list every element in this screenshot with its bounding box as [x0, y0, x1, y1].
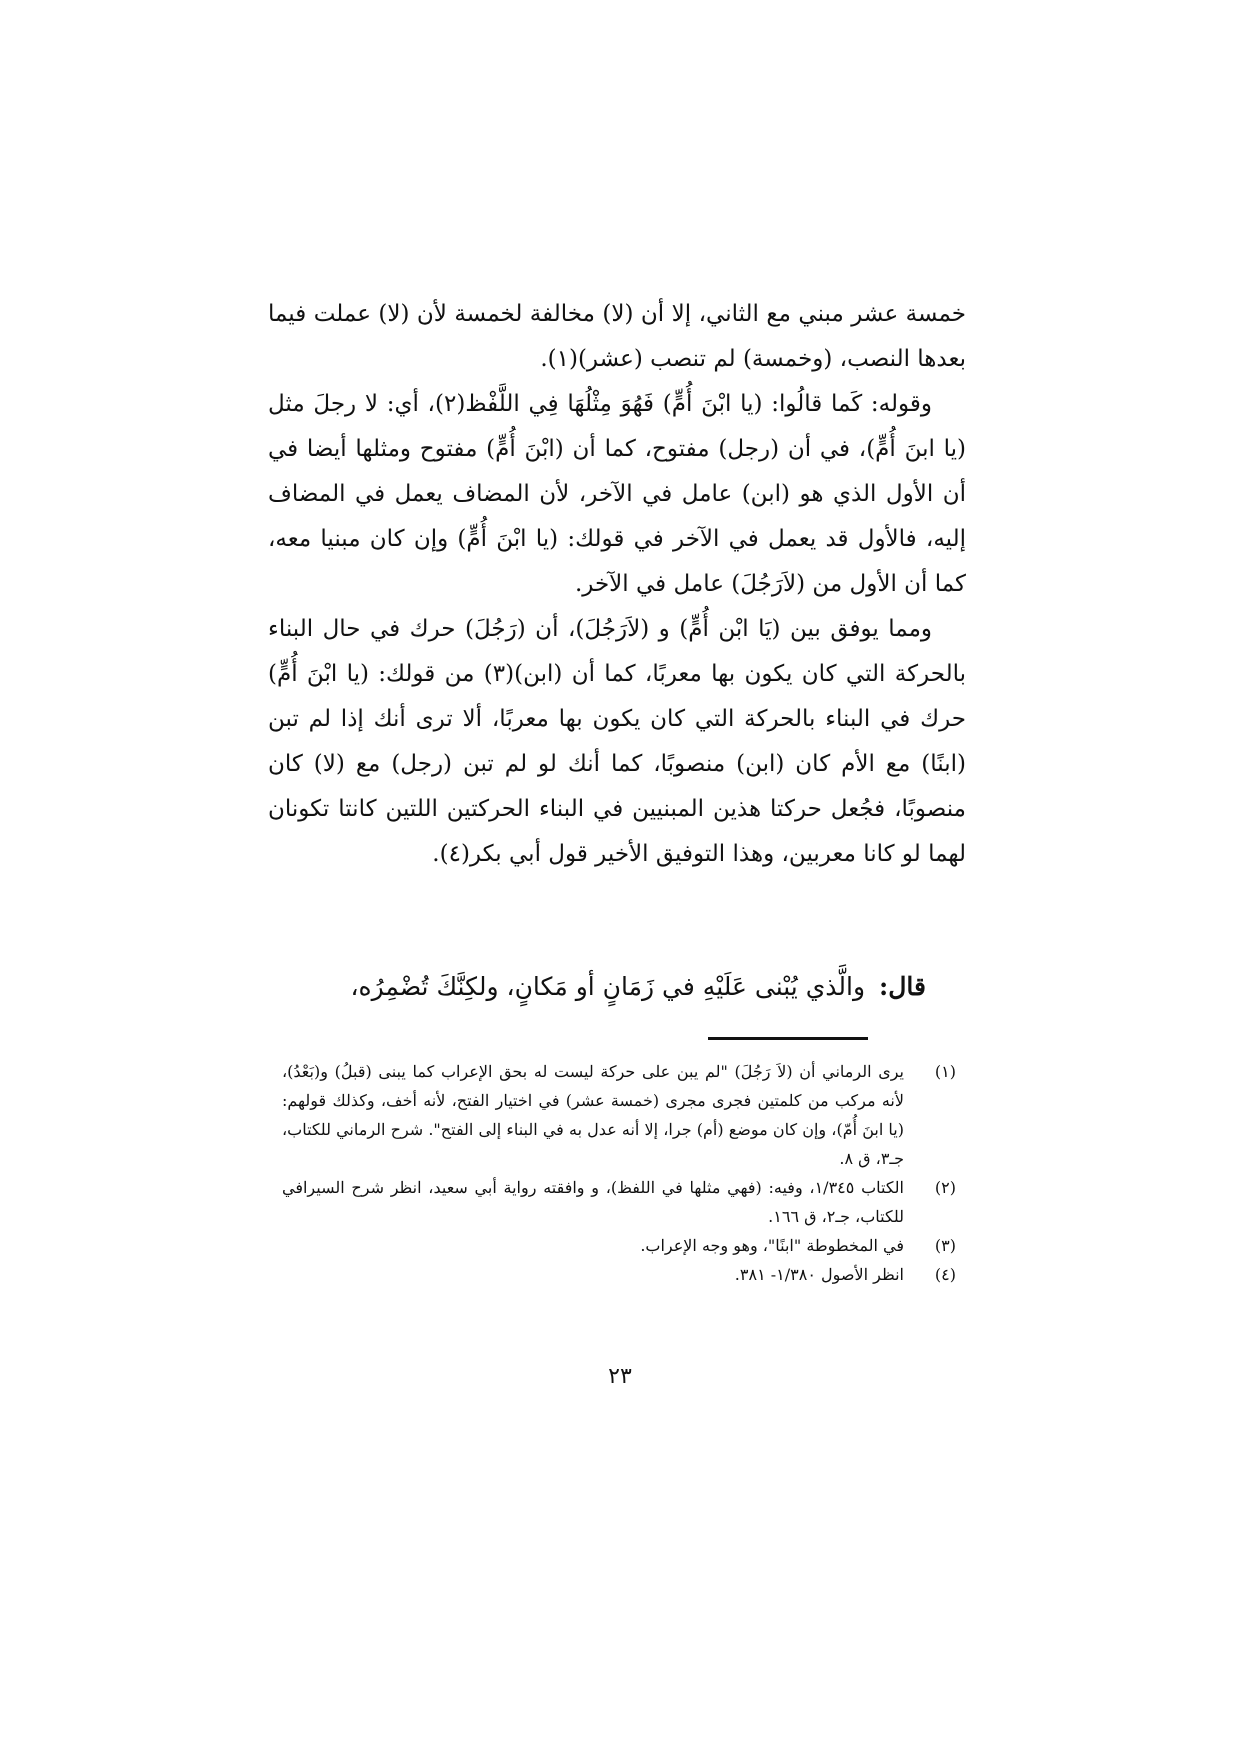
footnote-number: (١): [934, 1062, 956, 1081]
quoted-text: والَّذي يُبْنى عَلَيْهِ في زَمَانٍ أو مَكانٍ، ولكِنَّكَ تُضْمِرُه،: [350, 972, 866, 1001]
footnote-3: [282, 1231, 956, 1260]
footnote-text: في المخطوطة "ابنًا"، وهو وجه الإعراب.: [640, 1236, 904, 1255]
footnote-text: يرى الرماني أن (لاَ رَجُلَ) "لم يبن على حركة ليست له بحق الإعراب كما يبنى (قبلُ) و(بَعْدُ)، لأنه مركب من كلمتين فجرى مجرى (خمسة عشر) في اختيار الفتح، لأنه أخف، وكذلك قولهم: (يا ابنَ أُمّ)، وإن كان موضع (أم) جرا، إلا أنه عدل به في البناء إلى الفتح". شرح الرماني للكتاب، جـ٣، ق ٨.: [282, 1062, 904, 1168]
footnote-4: [282, 1260, 956, 1289]
qal-label: قال:: [879, 972, 926, 1001]
footnote-2: [282, 1173, 956, 1231]
footnote-separator: [708, 1037, 868, 1040]
paragraph-3: ومما يوفق بين (يَا ابْن أُمٍّ) و (لاَرَجُلَ)، أن (رَجُلَ) حرك في حال البناء بالحركة التي كان يكون بها معربًا، كما أن (ابن)(٣) من قولك: (يا ابْنَ أُمٍّ) حرك في البناء بالحركة التي كان يكون بها معربًا، ألا ترى أنك إذا لم تبن (ابنًا) مع الأم كان (ابن) منصوبًا، كما أنك لو لم تبن (رجل) مع (لا) كان منصوبًا، فجُعل حركتا هذين المبنيين في البناء الحركتين اللتين كانتا تكونان لهما لو كانا معربين، وهذا التوفيق الأخير قول أبي بكر(٤).: [268, 616, 966, 867]
paragraph-1: خمسة عشر مبني مع الثاني، إلا أن (لا) مخالفة لخمسة لأن (لا) عملت فيما بعدها النصب، (وخمسة) لم تنصب (عشر)(١).: [268, 301, 966, 372]
paragraph-2: وقوله: كَما قالُوا: (يا ابْنَ أُمٍّ) فَهُوَ مِثْلُهَا فِي اللَّفْظ(٢)، أي: لا رجلَ مثل (يا ابنَ أُمٍّ)، في أن (رجل) مفتوح، كما أن (ابْنَ أُمٍّ) مفتوح ومثلها أيضا في أن الأول الذي هو (ابن) عامل في الآخر، لأن المضاف يعمل في المضاف إليه، فالأول قد يعمل في الآخر في قولك: (يا ابْنَ أُمٍّ) وإن كان مبنيا معه، كما أن الأول من (لاَرَجُلَ) عامل في الآخر.: [268, 391, 966, 597]
footnotes: [282, 1057, 956, 1289]
footnote-number: (٣): [934, 1236, 956, 1255]
footnote-text: انظر الأصول ١/٣٨٠- ٣٨١.: [734, 1265, 904, 1284]
footnote-number: (٢): [934, 1178, 956, 1197]
page-number: ٢٣: [608, 1364, 632, 1389]
footnote-text: الكتاب ١/٣٤٥، وفيه: (فهي مثلها في اللفظ)، و وافقته رواية أبي سعيد، انظر شرح السيرافي للكتاب، جـ٢، ق ١٦٦.: [282, 1178, 905, 1226]
footnote-number: (٤): [934, 1265, 956, 1284]
quoted-text-line: [268, 962, 966, 1012]
main-text: [268, 292, 966, 877]
footnote-1: [282, 1057, 956, 1173]
